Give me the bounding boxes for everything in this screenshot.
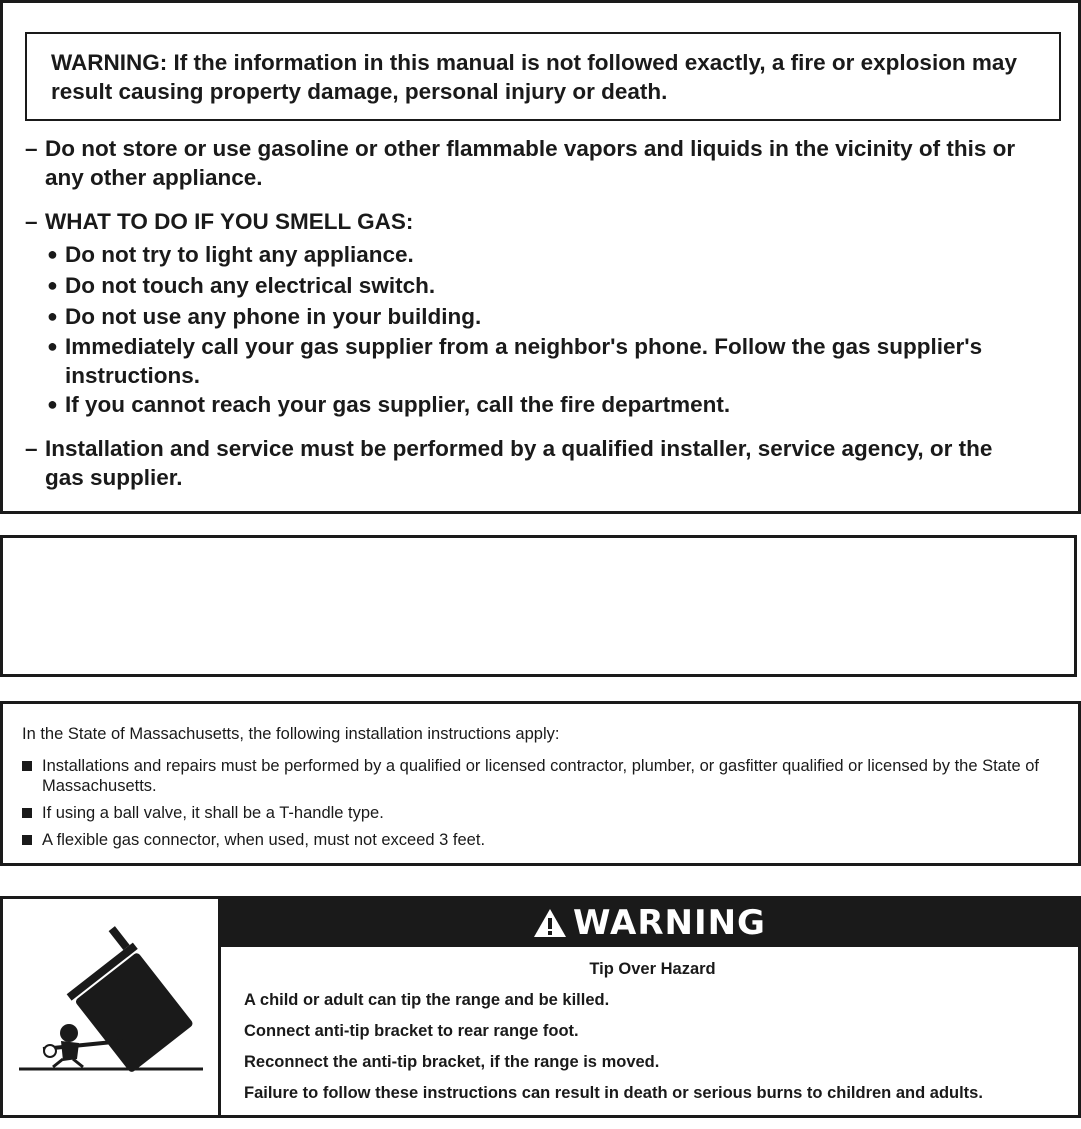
dash-item-installation (25, 434, 1025, 492)
tip-over-line: Failure to follow these instructions can result in death or serious burns to children and adults. (244, 1084, 983, 1102)
tip-over-warning-section (0, 896, 1081, 1118)
bullet-marker: ● (47, 394, 58, 414)
warning-triangle-icon (533, 908, 567, 938)
bullet-item (45, 390, 1055, 419)
dash-item-smell-gas (25, 207, 1055, 236)
dash-item-text: Do not store or use gasoline or other flammable vapors and liquids in the vicinity of this or any other appliance. (45, 136, 1016, 190)
bullet-item (45, 240, 1055, 269)
smell-gas-heading: WHAT TO DO IF YOU SMELL GAS: (45, 209, 414, 234)
list-item (22, 756, 1067, 796)
warning-banner-text: WARNING (573, 903, 766, 943)
square-bullet-icon (22, 835, 32, 845)
bullet-marker: ● (47, 275, 58, 295)
bullet-item (45, 302, 1055, 331)
square-bullet-icon (22, 808, 32, 818)
bullet-marker: ● (47, 306, 58, 326)
list-item (22, 830, 1067, 850)
list-item-text: If using a ball valve, it shall be a T-handle type. (42, 804, 384, 822)
dash-marker: – (25, 436, 38, 461)
bullet-text: Do not touch any electrical switch. (65, 273, 436, 298)
bullet-marker: ● (47, 244, 58, 264)
list-item-text: A flexible gas connector, when used, must not exceed 3 feet. (42, 831, 486, 849)
tip-over-line: Reconnect the anti-tip bracket, if the range is moved. (244, 1053, 660, 1071)
tip-over-line: A child or adult can tip the range and be killed. (244, 991, 610, 1009)
tip-over-subtitle: Tip Over Hazard (589, 960, 716, 978)
tip-over-hazard-icon (3, 899, 218, 1115)
massachusetts-section (0, 701, 1081, 866)
dash-marker: – (25, 136, 38, 161)
bullet-marker: ● (47, 336, 58, 356)
bullet-item (45, 271, 1055, 300)
bullet-text: Do not try to light any appliance. (65, 242, 414, 267)
bullet-text: Immediately call your gas supplier from a neighbor's phone. Follow the gas supplier's instructions. (65, 334, 983, 388)
massachusetts-intro: In the State of Massachusetts, the following installation instructions apply: (22, 725, 560, 743)
gas-warning-section (0, 0, 1081, 514)
dash-item-flammable (25, 134, 1055, 192)
empty-box (0, 535, 1077, 677)
list-item (22, 803, 1067, 823)
dash-marker: – (25, 209, 38, 234)
tip-over-illustration (3, 899, 221, 1115)
bullet-item (45, 332, 1055, 390)
square-bullet-icon (22, 761, 32, 771)
bullet-text: If you cannot reach your gas supplier, call the fire department. (65, 392, 731, 417)
list-item-text: Installations and repairs must be performed by a qualified or licensed contractor, plumber, or gasfitter qualified or licensed by the State of Massachusetts. (42, 757, 1039, 795)
tip-over-line: Connect anti-tip bracket to rear range foot. (244, 1022, 579, 1040)
warning-box: WARNING: If the information in this manual is not followed exactly, a fire or explosion may result causing property damage, personal injury or death. (25, 32, 1061, 121)
dash-item-text: Installation and service must be performed by a qualified installer, service agency, or the gas supplier. (45, 436, 993, 490)
bullet-text: Do not use any phone in your building. (65, 304, 482, 329)
warning-banner (221, 899, 1078, 947)
